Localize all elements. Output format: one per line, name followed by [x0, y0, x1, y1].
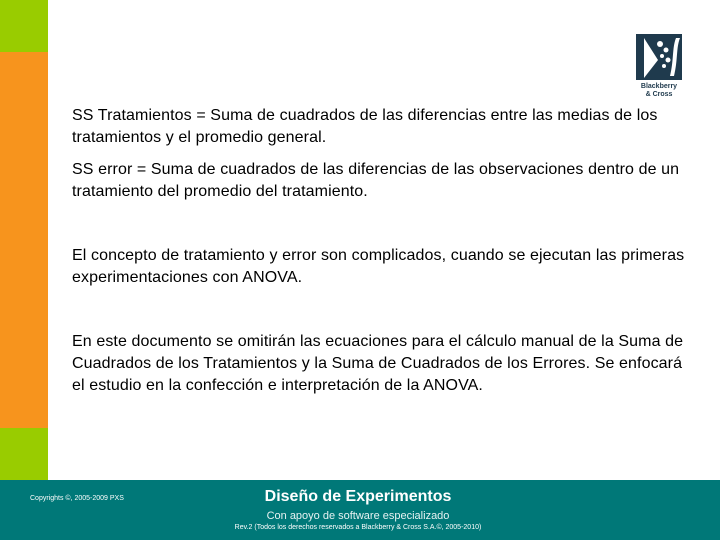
paragraph-ss-tratamientos: SS Tratamientos = Suma de cuadrados de las diferencias entre las medias de los tratamientos y el promedio general. — [72, 107, 658, 146]
company-logo — [632, 30, 686, 102]
footer-bar — [0, 480, 720, 540]
side-bar-orange — [0, 52, 48, 428]
blackberry-cross-logo-icon — [632, 30, 686, 82]
side-bar-green-top — [0, 0, 48, 52]
logo-text: Blackberry & Cross — [640, 83, 678, 98]
paragraph-ss-error: SS error = Suma de cuadrados de las diferencias de las observaciones dentro de un tratamiento del promedio del tratamiento. — [72, 161, 680, 200]
side-bar-green-bottom — [0, 428, 48, 480]
footer-title: Diseño de Experimentos — [264, 488, 452, 505]
paragraph-documento: En este documento se omitirán las ecuaciones para el cálculo manual de la Suma de Cuadrados de los Tratamientos y la Suma de Cuadrados de los Errores. Se enfocará el estudio en la confección e interpretación de la ANOVA. — [72, 333, 684, 394]
copyright-text: Copyrights ©, 2005-2009 PXS — [30, 495, 124, 502]
paragraph-concepto: El concepto de tratamiento y error son complicados, cuando se ejecutan las primeras experimentaciones con ANOVA. — [72, 247, 685, 286]
footer-revision: Rev.2 (Todos los derechos reservados a Blackberry & Cross S.A.©, 2005-2010) — [234, 524, 482, 531]
footer-subtitle: Con apoyo de software especializado — [266, 510, 450, 522]
